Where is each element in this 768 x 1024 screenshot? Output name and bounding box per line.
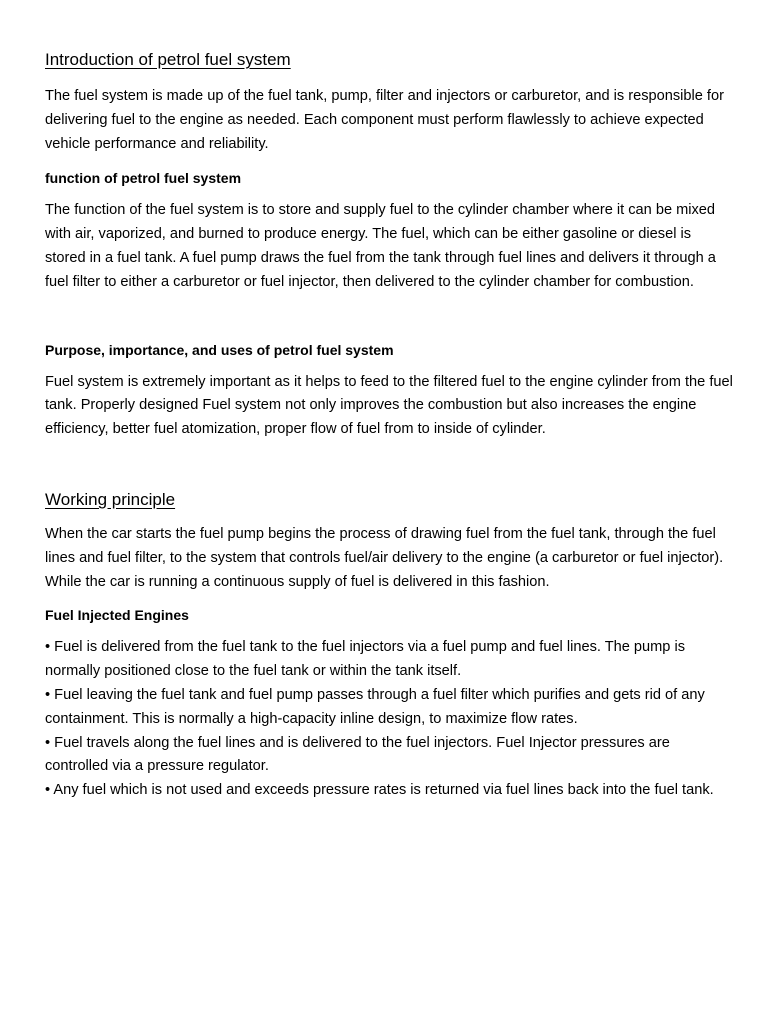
heading-function: function of petrol fuel system [45, 170, 242, 187]
paragraph-introduction: The fuel system is made up of the fuel tank, pump, filter and injectors or carburetor, and is responsible for delivering fuel to the engine as needed. Each component must perform flawlessly to achieve expected vehicle performance and reliability. [45, 88, 724, 152]
heading-fuel-injected-engines: Fuel Injected Engines [45, 607, 189, 624]
list-item: • Fuel leaving the fuel tank and fuel pump passes through a fuel filter which purifies and gets rid of any containment. This is normally a high-capacity inline design, to maximize flow rates. [45, 686, 705, 727]
list-item: • Any fuel which is not used and exceeds pressure rates is returned via fuel lines back into the fuel tank. [45, 782, 714, 799]
heading-purpose: Purpose, importance, and uses of petrol fuel system [45, 341, 394, 358]
document-page [45, 48, 735, 803]
paragraph-function: The function of the fuel system is to store and supply fuel to the cylinder chamber where it can be mixed with air, vaporized, and burned to produce energy. The fuel, which can be either gasoline or diesel is stored in a fuel tank. A fuel pump draws the fuel from the tank through fuel lines and delivers it through a fuel filter to either a carburetor or fuel injector, then delivered to the cylinder chamber for combustion. [45, 202, 716, 290]
paragraph-purpose: Fuel system is extremely important as it helps to feed to the filtered fuel to the engine cylinder from the fuel tank. Properly designed Fuel system not only improves the combustion but also increases the engine efficiency, better fuel atomization, proper flow of fuel from to inside of cylinder. [45, 373, 733, 438]
list-item: • Fuel is delivered from the fuel tank to the fuel injectors via a fuel pump and fuel lines. The pump is normally positioned close to the fuel tank or within the tank itself. [45, 639, 686, 680]
heading-introduction: Introduction of petrol fuel system [45, 50, 291, 69]
heading-working-principle: Working principle [45, 489, 176, 509]
paragraph-working-principle: When the car starts the fuel pump begins the process of drawing fuel from the fuel tank, through the fuel lines and fuel filter, to the system that controls fuel/air delivery to the engine (a carburetor or fuel injector). While the car is running a continuous supply of fuel is delivered in this fashion. [45, 525, 724, 590]
list-item: • Fuel travels along the fuel lines and is delivered to the fuel injectors. Fuel Injector pressures are controlled via a pressure regulator. [45, 734, 670, 775]
bullet-list [45, 636, 735, 803]
